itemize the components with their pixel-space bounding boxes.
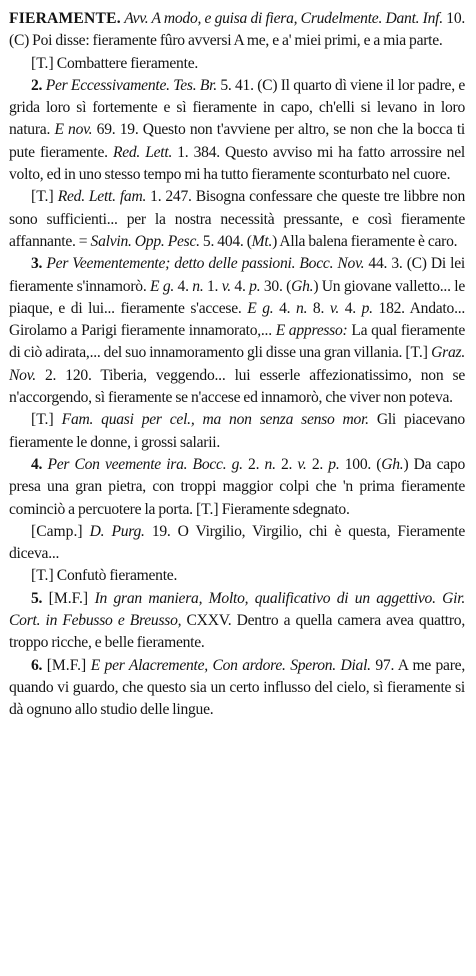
entry-paragraph xyxy=(9,53,465,75)
citation-text: In gran maniera, Molto, qualificativo di un aggettivo. Gir. Cort. in Febusso e Breusso, xyxy=(9,589,465,630)
entry-paragraph xyxy=(9,565,465,587)
body-text: 2. 120. Tiberia, veggendo... lui esserle affezionatissimo, non se n'accorgendo, sì fieramente se n'accese ed innamorò, che viver non poteva. xyxy=(9,366,465,407)
body-text: 8. xyxy=(307,299,330,317)
citation-text: E g. xyxy=(247,299,274,317)
citation-text: n. xyxy=(264,455,276,473)
body-text: 69. 19. Questo non t'avviene per altro, se non che la bocca ti pute fieramente. xyxy=(9,121,466,161)
entry-paragraph xyxy=(9,521,465,566)
citation-text: v. xyxy=(221,277,231,295)
citation-text: v. xyxy=(297,455,307,473)
body-text: 2. xyxy=(275,455,298,473)
citation-text: E nov. xyxy=(54,121,93,139)
body-text: Combattere fieramente. xyxy=(53,54,199,72)
citation-text: Gh. xyxy=(381,455,404,473)
citation-text: Gh. xyxy=(291,277,314,295)
citation-text: Per Con veemente ira. Bocc. g. xyxy=(47,455,243,473)
headword: FIERAMENTE. xyxy=(9,10,121,27)
entry-paragraph xyxy=(9,454,465,521)
body-text: 4. xyxy=(174,277,193,295)
editor-tag: [T.] xyxy=(195,500,219,518)
citation-text: Fam. quasi per cel., ma non senza senso mor. xyxy=(61,411,369,429)
entry-paragraph xyxy=(9,186,465,253)
body-text: 5. 404. ( xyxy=(199,232,252,250)
citation-text: p. xyxy=(361,299,373,317)
body-text: 44. 3. (C) Di lei fieramente s'innamorò. xyxy=(9,255,465,295)
entry-paragraph xyxy=(9,409,465,454)
citation-text: p. xyxy=(249,277,261,295)
body-text: 19. O Virgilio, Virgilio, chi è questa, Fieramente diceva... xyxy=(9,522,465,563)
citation-text: v. xyxy=(329,299,340,317)
body-text: 2. xyxy=(306,455,329,473)
editor-tag: [Camp.] xyxy=(31,522,83,540)
body-text: 4. xyxy=(273,299,297,317)
citation-text: E g. xyxy=(150,277,175,295)
citation-text: E per Alacremente, Con ardore. Speron. Dial. xyxy=(90,656,371,674)
editor-tag: [T.] xyxy=(31,188,54,206)
editor-tag: [T.] xyxy=(405,344,428,362)
editor-tag: [T.] xyxy=(31,567,54,585)
editor-tag: [T.] xyxy=(31,411,54,429)
body-text xyxy=(83,523,90,540)
body-text: 182. Andato... Girolamo a Parigi fieramente innamorato,... xyxy=(9,299,466,340)
editor-tag: [T.] xyxy=(31,54,54,72)
body-text: 10. (C) Poi disse: fieramente fûro avversi A me, e a' miei primi, e a mia parte. xyxy=(9,10,466,50)
entry-paragraph xyxy=(9,253,465,409)
body-text: 97. A me pare, quando vi guardo, che questo sia un certo influsso del cielo, sì fieramente si dà ognuno allo studio delle lingue. xyxy=(9,656,465,719)
body-text: 5. 41. (C) Il quarto dì viene il lor padre, e grida loro sì fortemente e sì fieramente in capo, ch'elli si levano in loro natura. xyxy=(9,76,465,139)
body-text: 1. xyxy=(203,277,222,295)
sense-number: 3. xyxy=(31,255,43,273)
citation-text: E appresso: xyxy=(275,322,348,340)
citation-text: p. xyxy=(328,455,340,473)
body-text: 100. ( xyxy=(339,455,382,473)
citation-text: Per Veementemente; detto delle passioni. Bocc. Nov. xyxy=(46,255,365,273)
citation-text: Per Eccessivamente. Tes. Br. xyxy=(45,76,217,94)
body-text: ) Alla balena fieramente è caro. xyxy=(272,232,458,250)
citation-text: Avv. A modo, e guisa di fiera, Crudelmente. Dant. Inf. xyxy=(124,10,443,27)
citation-text: Red. Lett. xyxy=(112,143,173,161)
editor-tag: [M.F.] xyxy=(46,656,87,674)
body-text: 1. 247. Bisogna confessare che queste tre libbre non sono sufficienti... per la nostra necessità pressante, e così fieramente affannante. = xyxy=(9,188,465,250)
body-text: 4. xyxy=(230,277,250,295)
body-text xyxy=(54,411,62,428)
citation-text: Mt. xyxy=(251,232,273,250)
body-text: Gli piacevano fieramente le donne, i grossi salarii. xyxy=(9,411,465,451)
citation-text: Salvin. Opp. Pesc. xyxy=(90,232,200,250)
editor-tag: [M.F.] xyxy=(48,589,89,607)
sense-number: 2. xyxy=(31,76,43,94)
body-text: 4. xyxy=(339,299,362,317)
citation-text: Graz. Nov. xyxy=(9,344,465,384)
citation-text: D. Purg. xyxy=(89,522,145,540)
citation-text: n. xyxy=(296,299,308,317)
sense-number: 6. xyxy=(31,656,43,674)
entry-paragraph xyxy=(9,75,465,186)
body-text: Confutò fieramente. xyxy=(53,567,178,585)
body-text: Fieramente sdegnato. xyxy=(218,500,350,518)
body-text: 2. xyxy=(242,455,265,473)
body-text: ) Da capo presa una gran pietra, con troppi maggior colpi che 'n prima fieramente cominciò a percuotere la porta. xyxy=(9,455,466,518)
entry-paragraph xyxy=(9,655,465,722)
body-text: CXXV. Dentro a quella camera avea quattro, troppo ricche, e belle fieramente. xyxy=(9,612,465,652)
citation-text: Red. Lett. fam. xyxy=(57,188,147,206)
body-text: ) Un giovane valletto... le piaque, e di lui... fieramente s'accese. xyxy=(9,277,465,317)
entry-paragraph xyxy=(9,8,465,53)
body-text: 30. ( xyxy=(260,277,292,295)
body-text: 1. 384. Questo avviso mi ha fatto arrossire nel volto, ed in uno stesso tempo mi ha tutto fieramente sconturbato nel cuore. xyxy=(9,143,465,184)
entry-paragraph xyxy=(9,588,465,655)
body-text: La qual fieramente di ciò adirata,... del suo innamoramento gli disse una gran villania. xyxy=(9,322,465,362)
sense-number: 4. xyxy=(31,455,43,473)
citation-text: n. xyxy=(192,277,204,295)
sense-number: 5. xyxy=(31,589,43,607)
